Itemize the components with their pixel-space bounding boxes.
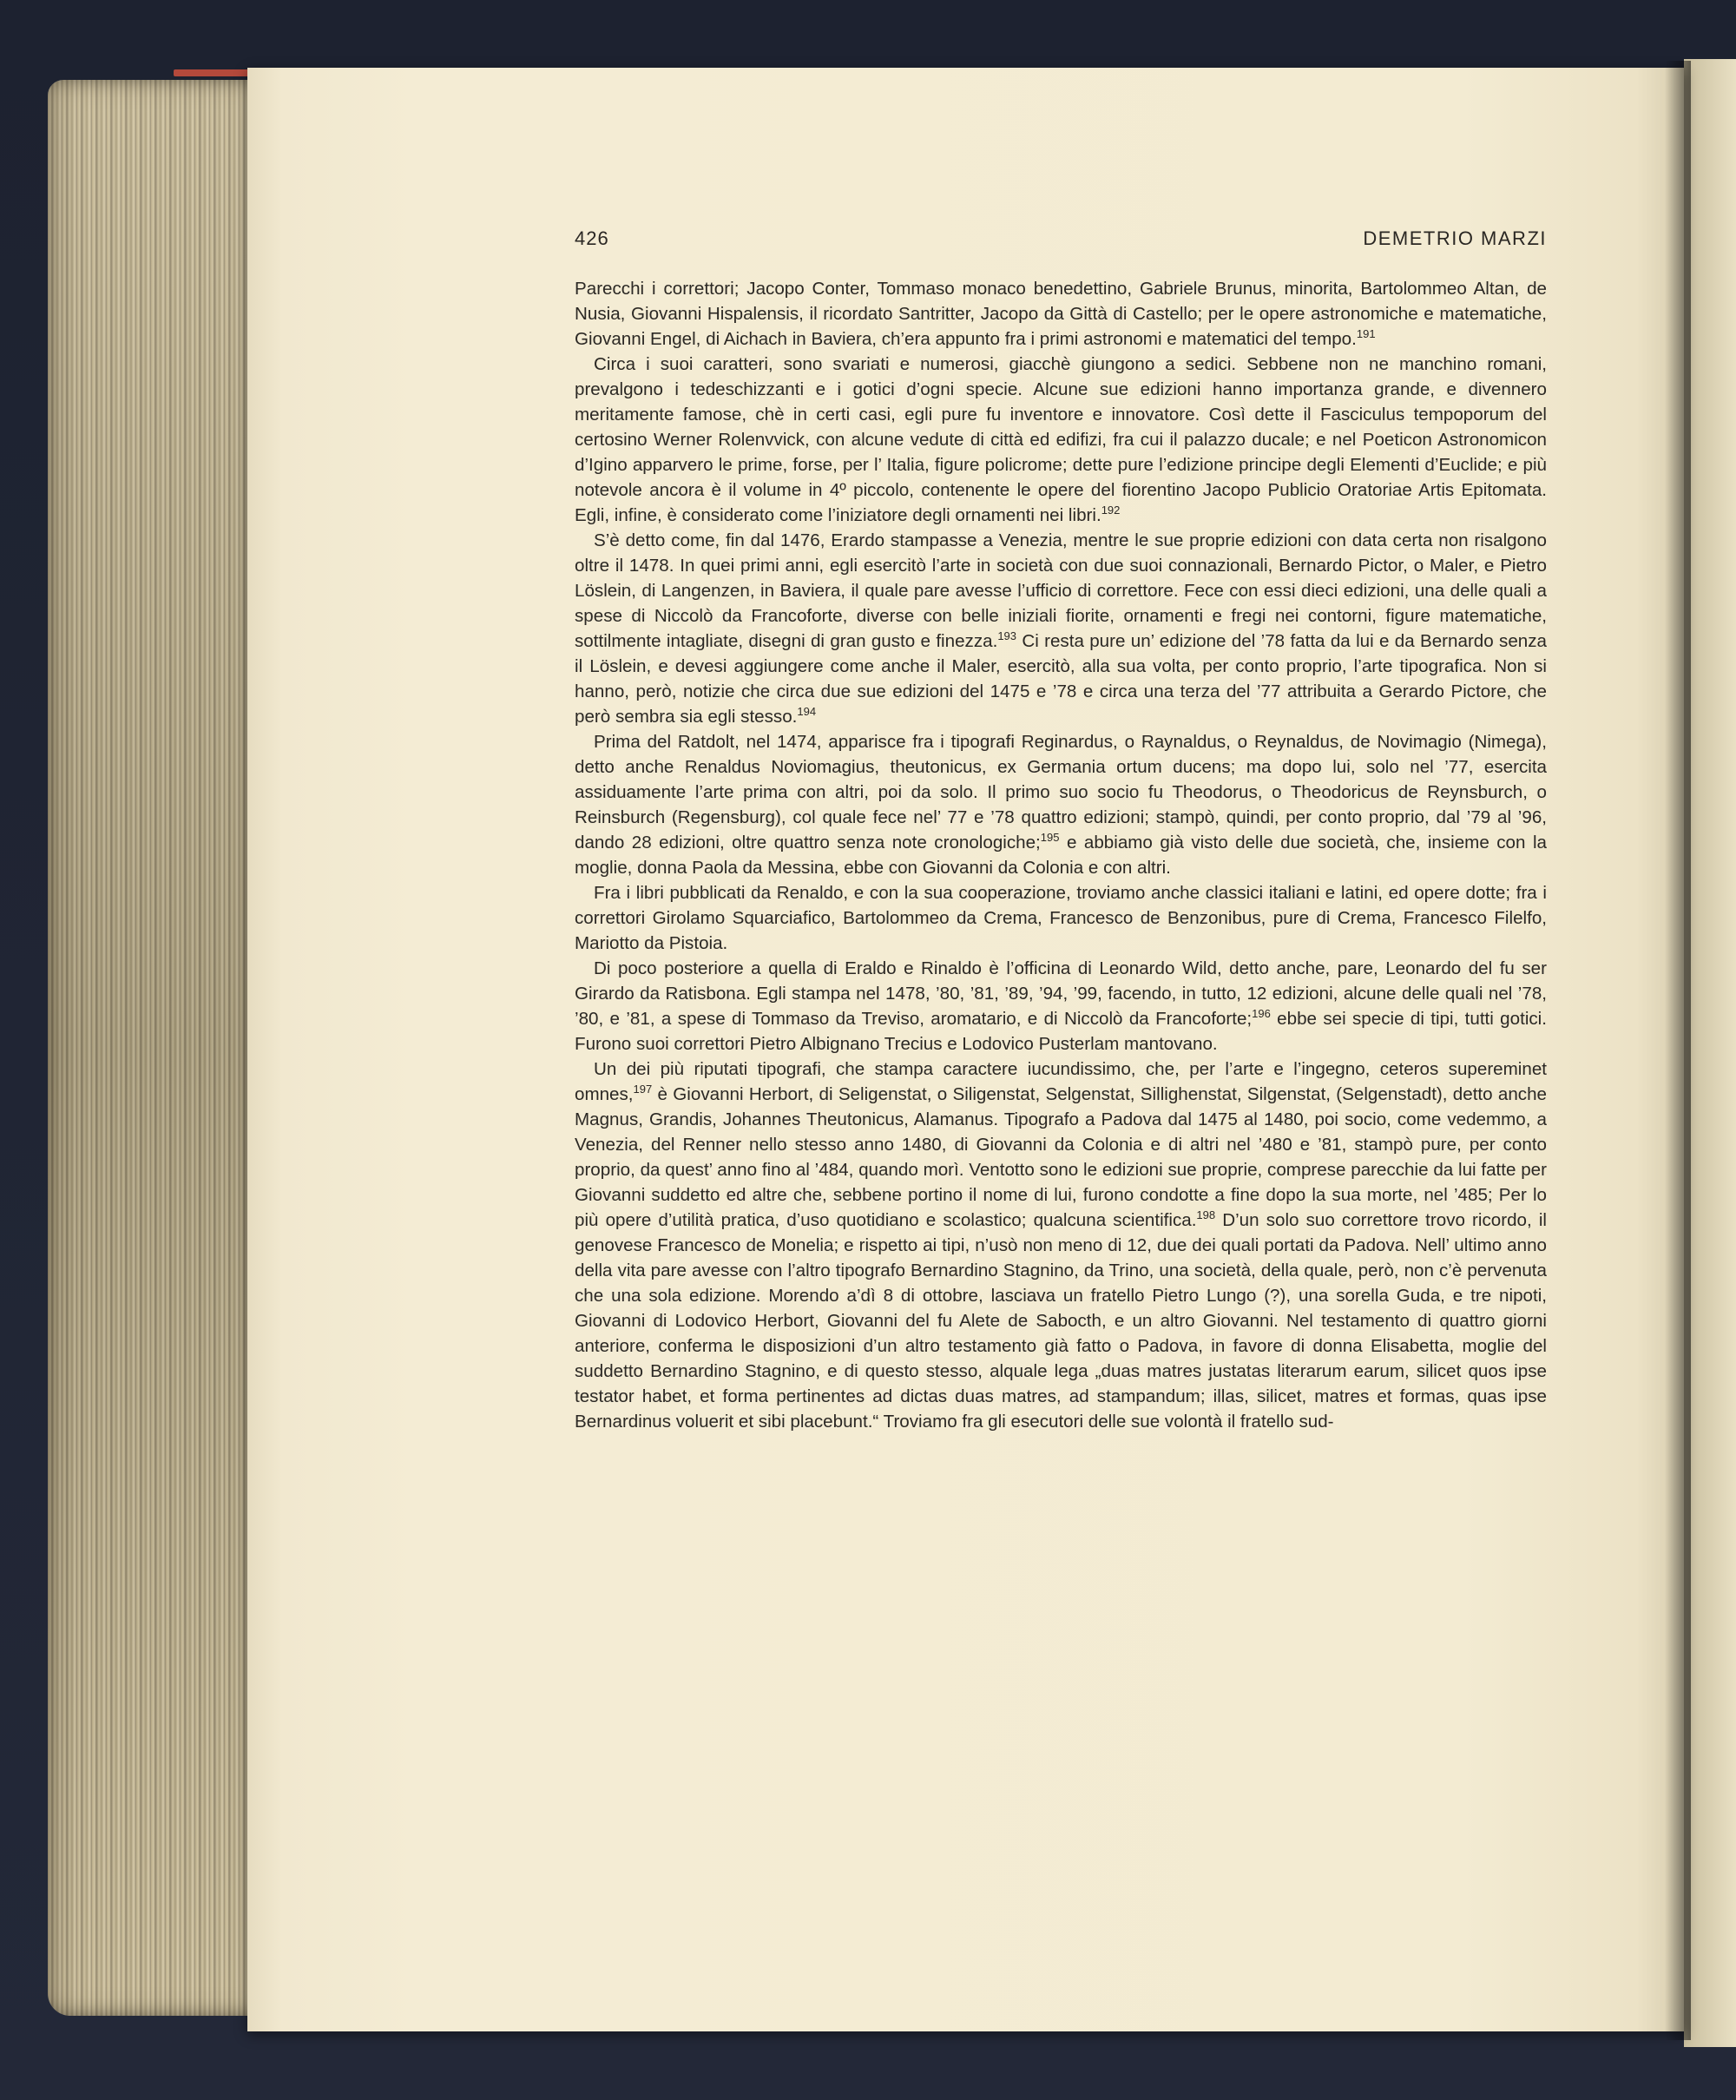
text-run: Ci resta pure un’ edizione del ’78 fatta da lui e da Bernardo senza il Löslein, e devesi aggiungere come anche il Maler, esercitò, alla sua volta, per conto proprio, l’arte tipografica. Non si hanno, però, notizie che circa due sue edizioni del 1475 e ’78 e circa una terza del ’77 attribuita a Gerardo Pictore, che però sembra sia egli stesso. xyxy=(575,631,1547,727)
paragraph xyxy=(575,729,1547,880)
text-run: Di poco posteriore a quella di Eraldo e Rinaldo è l’officina di Leonardo Wild, detto anche, pare, Leonardo del fu ser Girardo da Ratisbona. Egli stampa nel 1478, ’80, ’81, ’89, ’94, ’99, facendo, in tutto, 12 edizioni, alcune delle quali nel ’78, ’80, e ’81, a spese di Tommaso da Treviso, aromatario, e di Niccolò da Francoforte; xyxy=(575,958,1547,1029)
running-head-author: DEMETRIO MARZI xyxy=(1363,227,1547,249)
footnote-ref: 196 xyxy=(1252,1007,1271,1020)
body-text xyxy=(575,276,1547,1434)
facing-page-edge xyxy=(1684,59,1736,2047)
footnote-ref: 194 xyxy=(797,705,817,718)
page-edges xyxy=(48,80,260,2016)
paragraph xyxy=(575,880,1547,956)
text-run: Prima del Ratdolt, nel 1474, apparisce fra i tipografi Reginardus, o Raynaldus, o Reynaldus, de Novimagio (Nimega), detto anche Renaldus Noviomagius, theutonicus, ex Germania ortum ducens; ma dopo lui, solo nel ’77, esercita assiduamente l’arte prima con altri, poi da solo. Il primo suo socio fu Theodorus, o Theodoricus de Reynsburch, o Reinsburch (Regensburg), col quale fece nel’ 77 e ’78 quattro edizioni; stampò, quindi, per conto proprio, dal ’79 al ’96, dando 28 edizioni, oltre quattro senza note cronologiche; xyxy=(575,732,1547,853)
paragraph xyxy=(575,352,1547,528)
text-run: S’è detto come, fin dal 1476, Erardo stampasse a Venezia, mentre le sue proprie edizioni con data certa non risalgono oltre il 1478. In quei primi anni, egli esercitò l’arte in società con due suoi connazionali, Bernardo Pictor, o Maler, e Pietro Löslein, di Langenzen, in Baviera, il quale pare avesse l’ufficio di correttore. Fece con essi dieci edizioni, una delle quali a spese di Niccolò da Francoforte, diverse con belle iniziali fiorite, ornamenti e fregi nei contorni, figure matematiche, sottilmente intagliate, disegni di gran gusto e finezza. xyxy=(575,530,1547,651)
running-head xyxy=(575,227,1547,253)
paragraph xyxy=(575,276,1547,352)
footnote-ref: 193 xyxy=(997,629,1017,642)
page-number: 426 xyxy=(575,227,609,249)
text-run: è Giovanni Herbort, di Seligenstat, o Siligenstat, Selgenstat, Sillighenstat, Silgenstat, (Selgenstadt), detto anche Magnus, Grandis, Johannes Theutonicus, Alamanus. Tipografo a Padova dal 1475 al 1480, poi socio, come vedemmo, a Venezia, del Renner nello stesso anno 1480, di Giovanni da Colonia e di altri nel ’480 e ’81, stampò pure, per conto proprio, da quest’ anno fino al ’484, quando morì. Ventotto sono le edizioni sue proprie, comprese parecchie da lui fatte per Giovanni suddetto ed altre che, sebbene portino il nome di lui, furono condotte a fine dopo la sua morte, nel ’485; Per lo più opere d’utilità pratica, d’uso quotidiano e scolastico; qualcuna scientifica. xyxy=(575,1084,1547,1230)
text-run: Circa i suoi caratteri, sono svariati e numerosi, giacchè giungono a sedici. Sebbene non ne manchino romani, prevalgono i tedeschizzanti e i gotici d’ogni specie. Alcune sue edizioni hanno importanza grande, e divennero meritamente famose, chè in certi casi, egli pure fu inventore e innovatore. Così dette il Fasciculus tempoporum del certosino Werner Rolenvvick, con alcune vedute di città ed edifizi, fra cui il palazzo ducale; e nel Poeticon Astronomicon d’Igino apparvero le prime, forse, per l’ Italia, figure policrome; dette pure l’edizione principe degli Elementi d’Euclide; e più notevole ancora è il volume in 4º piccolo, contenente le opere del fiorentino Jacopo Publicio Oratoriae Artis Epitomata. Egli, infine, è considerato come l’iniziatore degli ornamenti nei libri. xyxy=(575,354,1547,525)
paragraph xyxy=(575,528,1547,729)
text-run: Parecchi i correttori; Jacopo Conter, Tommaso monaco benedettino, Gabriele Brunus, minorita, Bartolommeo Altan, de Nusia, Giovanni Hispalensis, il ricordato Santritter, Jacopo da Gittà di Castello; per le opere astronomiche e matematiche, Giovanni Engel, di Aichach in Baviera, ch’era appunto fra i primi astronomi e matematici del tempo. xyxy=(575,279,1547,349)
footnote-ref: 198 xyxy=(1196,1208,1216,1221)
text-run: Un dei più riputati tipografi, che stampa caractere iucundissimo, che, per l’arte e l’ingegno, ceteros supereminet omnes, xyxy=(575,1059,1547,1104)
footnote-ref: 195 xyxy=(1040,831,1060,844)
footnote-ref: 191 xyxy=(1356,327,1376,340)
footnote-ref: 192 xyxy=(1101,504,1121,517)
footnote-ref: 197 xyxy=(633,1083,653,1096)
text-run: Fra i libri pubblicati da Renaldo, e con la sua cooperazione, troviamo anche classici italiani e latini, ed opere dotte; fra i correttori Girolamo Squarciafico, Bartolommeo da Crema, Francesco de Benzonibus, pure di Crema, Francesco Filelfo, Mariotto da Pistoia. xyxy=(575,883,1547,953)
text-run: e abbiamo già visto delle due società, che, insieme con la moglie, donna Paola da Messina, ebbe con Giovanni da Colonia e con altri. xyxy=(575,833,1547,878)
text-run: ebbe sei specie di tipi, tutti gotici. Furono suoi correttori Pietro Albignano Trecius e Lodovico Pusterlam mantovano. xyxy=(575,1009,1547,1054)
gutter-shadow xyxy=(1665,61,1691,2040)
paragraph xyxy=(575,1057,1547,1434)
paragraph xyxy=(575,956,1547,1057)
text-run: D’un solo suo correttore trovo ricordo, il genovese Francesco de Monelia; e rispetto ai tipi, n’usò non meno di 12, due dei quali portati da Padova. Nell’ ultimo anno della vita pare avesse con l’altro tipografo Bernardino Stagnino, da Trino, una società, della quale, però, non c’è pervenuta che una sola edizione. Morendo a’dì 8 di ottobre, lasciava un fratello Pietro Lungo (?), una sorella Guda, e tre nipoti, Giovanni di Lodovico Herbort, Giovanni del fu Alete de Sabocth, e un altro Giovanni. Nel testamento di quattro giorni anteriore, conferma le disposizioni d’un altro testamento già fatto o Padova, in favore di donna Elisabetta, moglie del suddetto Bernardino Stagnino, e di questo stesso, alquale lega „duas matres justatas literarum earum, silicet quos ipse testator habet, et forma pertinentes ad dictas duas matres, ad stampandum; illas, silicet, matres et formas, quas ipse Bernardinus voluerit et sibi placebunt.“ Troviamo fra gli esecutori delle sue volontà il fratello sud- xyxy=(575,1210,1547,1432)
